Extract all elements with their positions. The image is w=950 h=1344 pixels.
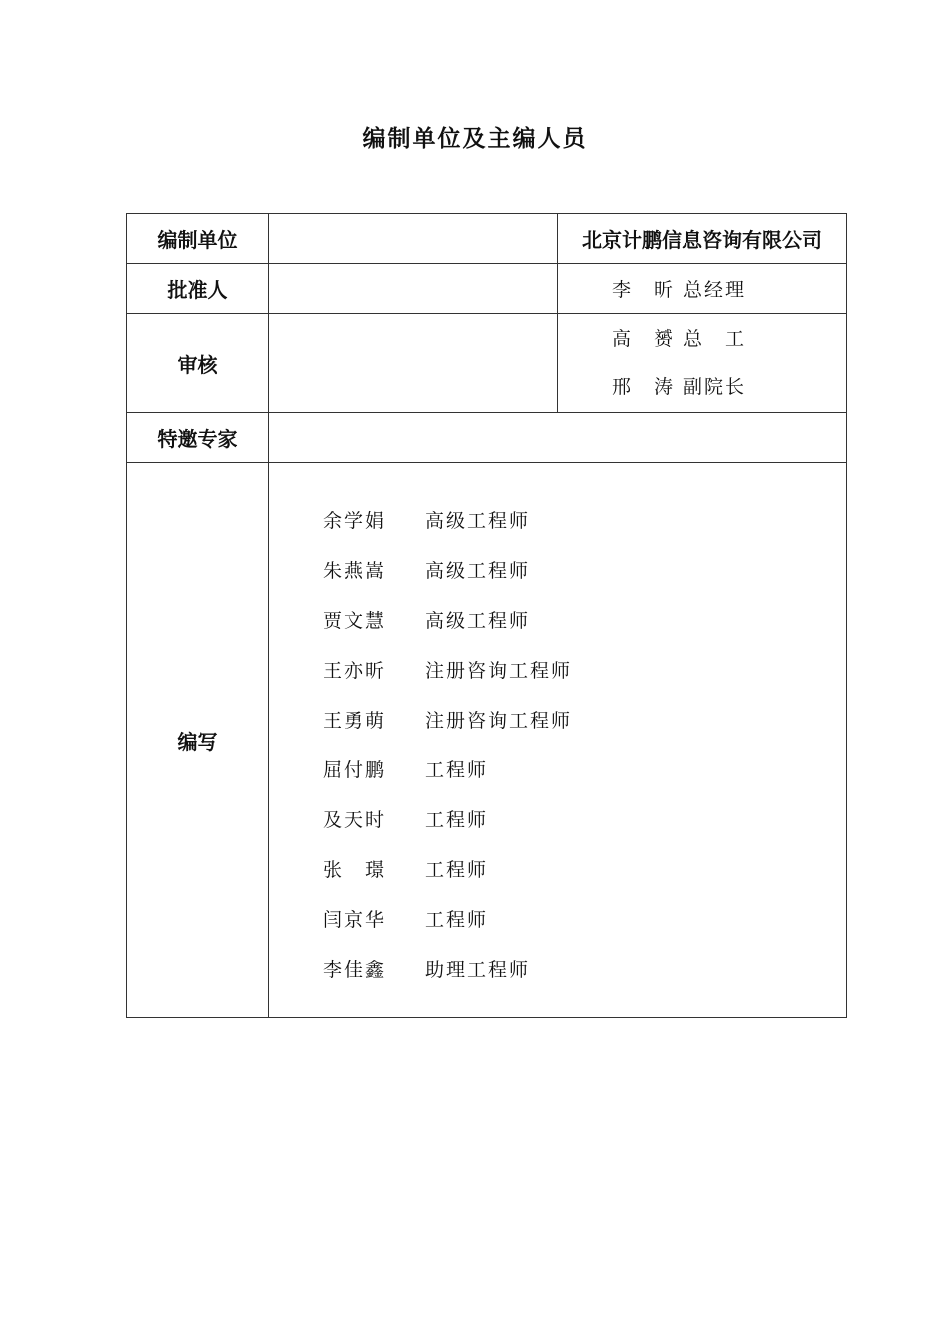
list-item <box>269 794 846 844</box>
unit-label: 编制单位 <box>127 214 269 264</box>
table-row-writers <box>127 463 847 1018</box>
list-item <box>269 694 846 744</box>
list-item <box>269 943 846 993</box>
writer-title: 高级工程师 <box>425 510 531 533</box>
writer-title: 注册咨询工程师 <box>425 659 573 682</box>
writer-name: 及天时 <box>323 809 387 832</box>
writer-name: 屈付鹏 <box>323 759 387 782</box>
writer-title: 助理工程师 <box>425 958 531 981</box>
reviewer-1: 高 赟 总 工 <box>612 328 747 350</box>
reviewer-2: 邢 涛 副院长 <box>612 376 747 398</box>
experts-label: 特邀专家 <box>127 413 269 463</box>
approver-empty-cell <box>269 264 558 314</box>
staff-table <box>126 213 847 1018</box>
approver-value: 李 昕 总经理 <box>558 264 847 314</box>
experts-value <box>269 413 847 463</box>
writer-name: 李佳鑫 <box>323 958 387 981</box>
approver-label: 批准人 <box>127 264 269 314</box>
writer-title: 工程师 <box>425 858 489 881</box>
list-item <box>269 893 846 943</box>
writer-title: 工程师 <box>425 759 489 782</box>
table-row-approver <box>127 264 847 314</box>
list-item <box>269 495 846 545</box>
list-item <box>269 545 846 595</box>
writer-name: 王勇萌 <box>323 709 387 732</box>
review-people-cell <box>558 314 847 413</box>
list-item <box>269 744 846 794</box>
review-label: 审核 <box>127 314 269 413</box>
page-title: 编制单位及主编人员 <box>362 126 588 152</box>
writer-name: 贾文慧 <box>323 610 387 632</box>
unit-value: 北京计鹏信息咨询有限公司 <box>558 214 847 264</box>
writer-title: 注册咨询工程师 <box>425 709 573 732</box>
writer-title: 工程师 <box>425 809 489 832</box>
table-row-experts <box>127 413 847 463</box>
writer-name: 王亦昕 <box>323 659 387 682</box>
writer-name: 闫京华 <box>323 908 387 931</box>
writer-title: 工程师 <box>425 908 489 931</box>
writer-name: 张 璟 <box>323 858 387 881</box>
review-empty-cell <box>269 314 558 413</box>
writers-list <box>269 463 847 1018</box>
unit-empty-cell <box>269 214 558 264</box>
writer-name: 余学娟 <box>323 510 387 533</box>
list-item <box>269 844 846 894</box>
writer-title: 高级工程师 <box>425 560 531 583</box>
table-row-review <box>127 314 847 413</box>
table-row-unit <box>127 214 847 264</box>
list-item <box>269 595 846 645</box>
writer-name: 朱燕嵩 <box>323 560 387 583</box>
writers-label: 编写 <box>127 463 269 1018</box>
writer-title: 高级工程师 <box>425 610 531 632</box>
list-item <box>269 644 846 694</box>
